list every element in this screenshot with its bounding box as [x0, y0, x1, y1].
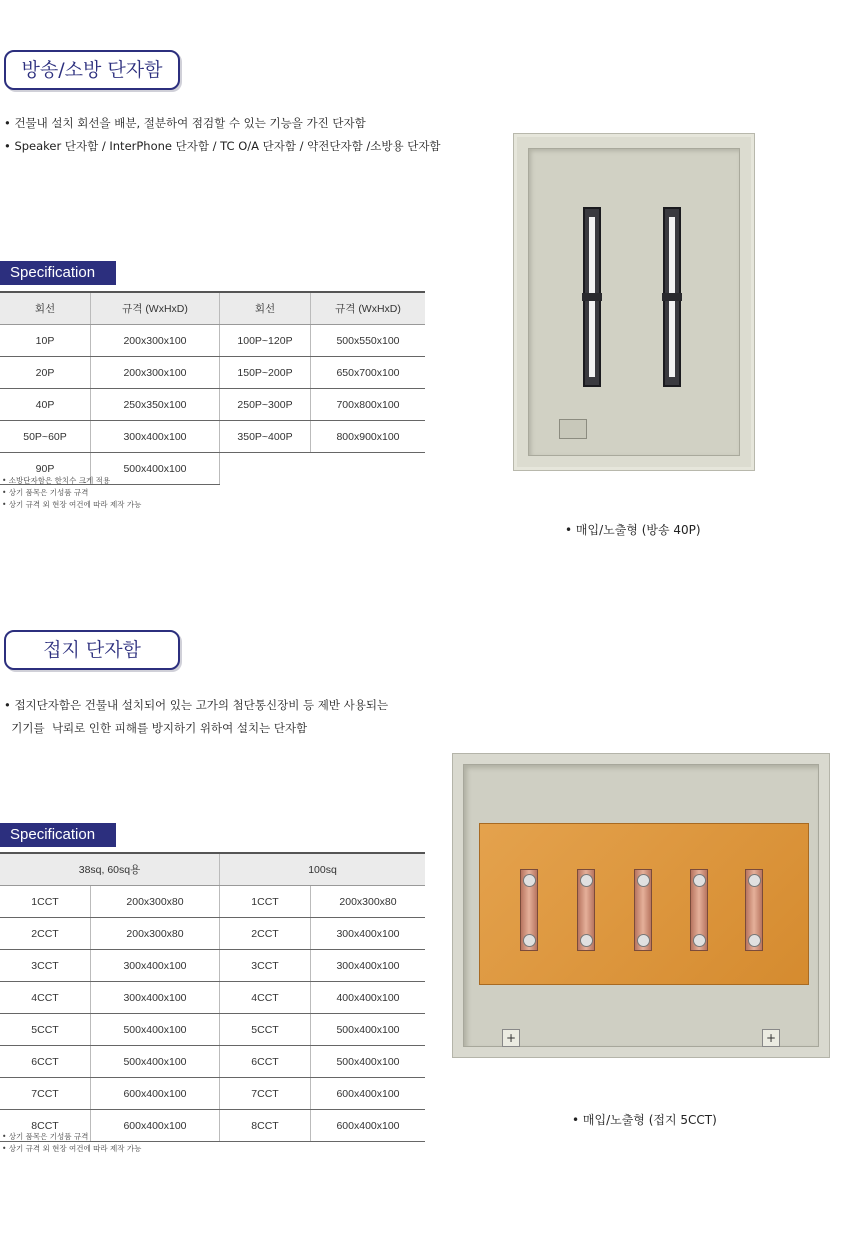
column-header: 회선	[0, 292, 91, 325]
table-row	[0, 918, 425, 950]
table-cell: 10P	[0, 325, 91, 357]
description-line: 기기를 낙뢰로 인한 피해를 방지하기 위하여 설치는 단자함	[4, 721, 308, 735]
table-cell: 150P~200P	[220, 357, 311, 389]
table-row	[0, 886, 425, 918]
box-interior	[528, 148, 740, 456]
section2-description	[4, 694, 388, 740]
spec-table-grounding	[0, 852, 425, 1142]
table-cell: 20P	[0, 357, 91, 389]
table-cell: 500x400x100	[311, 1014, 426, 1046]
photo-caption: • 매입/노출형 (방송 40P)	[565, 523, 701, 537]
ground-terminal-icon: +	[502, 1029, 520, 1047]
table-cell: 200x300x80	[91, 886, 220, 918]
table-cell: 500x400x100	[311, 1046, 426, 1078]
table-cell: 7CCT	[0, 1078, 91, 1110]
table-cell: 200x300x80	[91, 918, 220, 950]
table-cell: 400x400x100	[311, 982, 426, 1014]
copper-busbar	[745, 869, 763, 951]
table-row	[0, 950, 425, 982]
table-cell: 300x400x100	[311, 950, 426, 982]
table-cell: 90P	[0, 453, 91, 485]
spec-table-broadcast	[0, 291, 425, 485]
column-header: 38sq, 60sq용	[0, 853, 220, 886]
table-cell: 200x300x80	[311, 886, 426, 918]
table-cell: 700x800x100	[311, 389, 426, 421]
table-header-row	[0, 292, 425, 325]
table-cell: 300x400x100	[91, 982, 220, 1014]
table-cell: 1CCT	[220, 886, 311, 918]
table-cell: 6CCT	[220, 1046, 311, 1078]
table-cell: 250P~300P	[220, 389, 311, 421]
table-row	[0, 1078, 425, 1110]
description-line: • Speaker 단자함 / InterPhone 단자함 / TC O/A 단자함 / 약전단자함 /소방용 단자함	[4, 139, 441, 153]
spec-label: Specification	[0, 261, 116, 285]
copper-busbar	[577, 869, 595, 951]
table-cell: 8CCT	[220, 1110, 311, 1142]
table-cell: 6CCT	[0, 1046, 91, 1078]
table-row	[0, 325, 425, 357]
column-header: 규격 (WxHxD)	[311, 292, 426, 325]
table-cell: 250x350x100	[91, 389, 220, 421]
description-line: • 건물내 설치 회선을 배분, 절분하여 점검할 수 있는 기능을 가진 단자함	[4, 116, 366, 130]
table-cell: 600x400x100	[91, 1110, 220, 1142]
ground-terminal-icon: +	[762, 1029, 780, 1047]
table-row	[0, 1046, 425, 1078]
table-cell: 300x400x100	[91, 421, 220, 453]
grounding-box-photo-5cct	[452, 753, 830, 1058]
table-cell: 500x550x100	[311, 325, 426, 357]
table-cell: 2CCT	[0, 918, 91, 950]
table-cell: 1CCT	[0, 886, 91, 918]
table-cell: 40P	[0, 389, 91, 421]
table-cell: 2CCT	[220, 918, 311, 950]
table-cell: 600x400x100	[311, 1078, 426, 1110]
section1-description	[4, 112, 441, 158]
table-cell: 5CCT	[0, 1014, 91, 1046]
note-line: • 상기 규격 외 현장 여건에 따라 제작 가능	[2, 1144, 142, 1153]
section1-notes	[2, 475, 141, 511]
table-cell: 200x300x100	[91, 357, 220, 389]
table-row	[0, 389, 425, 421]
box-interior	[463, 764, 819, 1047]
table-row	[0, 421, 425, 453]
section2-notes	[2, 1131, 141, 1155]
table-cell: 3CCT	[0, 950, 91, 982]
copper-busbar	[634, 869, 652, 951]
ground-bracket	[559, 419, 587, 439]
table-cell: 600x400x100	[91, 1078, 220, 1110]
column-header: 100sq	[220, 853, 426, 886]
table-header-row	[0, 853, 425, 886]
photo-caption: • 매입/노출형 (접지 5CCT)	[572, 1113, 717, 1127]
table-cell: 350P~400P	[220, 421, 311, 453]
table-cell: 500x400x100	[91, 1014, 220, 1046]
table-cell: 7CCT	[220, 1078, 311, 1110]
table-cell: 50P~60P	[0, 421, 91, 453]
column-header: 규격 (WxHxD)	[91, 292, 220, 325]
table-cell: 300x400x100	[91, 950, 220, 982]
note-line: • 상기 품목은 기성품 규격	[2, 488, 89, 497]
table-cell: 300x400x100	[311, 918, 426, 950]
table-row	[0, 982, 425, 1014]
table-cell: 200x300x100	[91, 325, 220, 357]
table-cell: 100P~120P	[220, 325, 311, 357]
table-cell: 500x400x100	[91, 453, 220, 485]
table-cell: 3CCT	[220, 950, 311, 982]
table-cell: 8CCT	[0, 1110, 91, 1142]
section-title-grounding: 접지 단자함	[4, 630, 180, 670]
table-cell: 600x400x100	[311, 1110, 426, 1142]
section-title-broadcast-fire: 방송/소방 단자함	[4, 50, 180, 90]
terminal-box-photo-40p	[513, 133, 755, 471]
table-row	[0, 357, 425, 389]
note-line: • 소방단자함은 한치수 크게 적용	[2, 476, 111, 485]
spec-label: Specification	[0, 823, 116, 847]
table-cell-empty	[220, 453, 426, 485]
table-cell: 650x700x100	[311, 357, 426, 389]
terminal-strip	[583, 207, 601, 387]
table-cell: 4CCT	[0, 982, 91, 1014]
table-cell: 800x900x100	[311, 421, 426, 453]
description-line: • 접지단자함은 건물내 설치되어 있는 고가의 첨단통신장비 등 제반 사용되는	[4, 698, 389, 712]
table-cell: 4CCT	[220, 982, 311, 1014]
copper-busbar	[520, 869, 538, 951]
table-cell: 500x400x100	[91, 1046, 220, 1078]
terminal-strip	[663, 207, 681, 387]
insulation-board	[479, 823, 809, 985]
table-row	[0, 1014, 425, 1046]
note-line: • 상기 규격 외 현장 여건에 따라 제작 가능	[2, 500, 142, 509]
column-header: 회선	[220, 292, 311, 325]
copper-busbar	[690, 869, 708, 951]
table-cell: 5CCT	[220, 1014, 311, 1046]
note-line: • 상기 품목은 기성품 규격	[2, 1132, 89, 1141]
